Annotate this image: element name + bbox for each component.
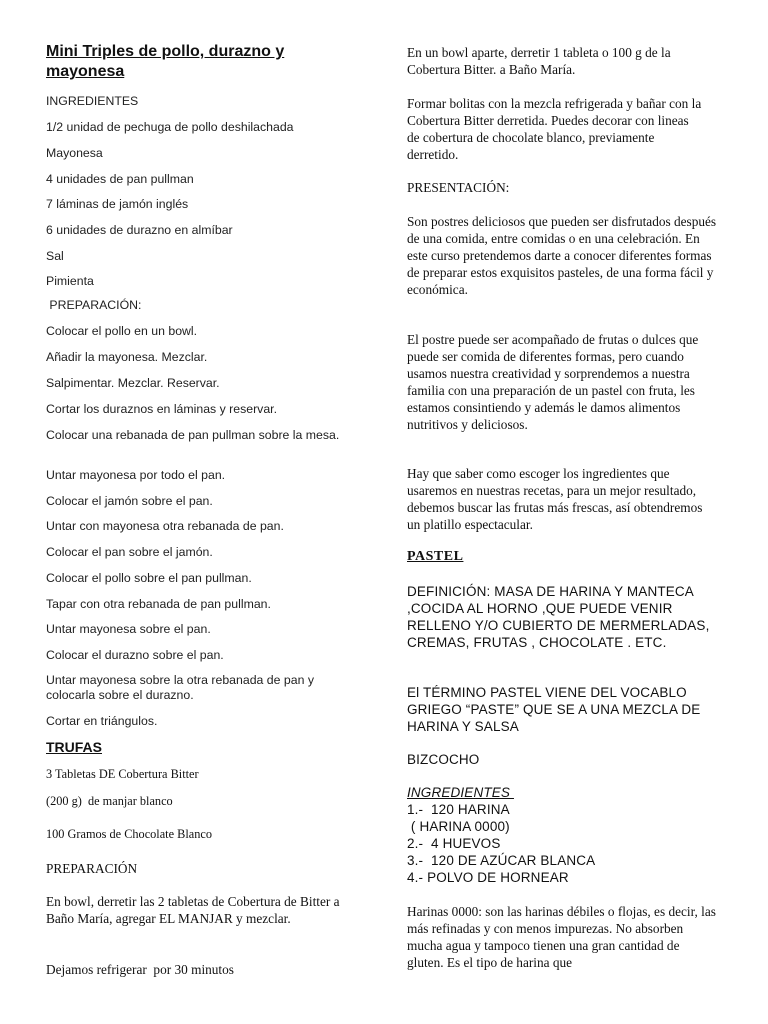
step-item: Untar mayonesa sobre el pan.: [46, 622, 211, 636]
ingredient-item: 6 unidades de durazno en almíbar: [46, 223, 233, 237]
step-item: Colocar el pollo sobre el pan pullman.: [46, 571, 252, 585]
presentation-heading: PRESENTACIÓN:: [407, 180, 510, 195]
termino-text: El TÉRMINO PASTEL VIENE DEL VOCABLO GRIEGO “PASTE” QUE SE A UNA MEZCLA DE HARINA Y SALSA: [407, 685, 701, 734]
pastel-heading: PASTEL: [407, 549, 464, 564]
step-item: Colocar una rebanada de pan pullman sobre la mesa.: [46, 428, 340, 442]
paragraph: Son postres deliciosos que pueden ser disfrutados después de una comida, entre comidas o en una celebración. En este curso pretendemos darte a conocer diferentes formas de preparar estos exquisitos pasteles, de una forma fácil y económica.: [407, 214, 717, 297]
trufas-ingredient: 100 Gramos de Chocolate Blanco: [46, 827, 212, 841]
step-item: Cortar en triángulos.: [46, 714, 158, 728]
paragraph: Hay que saber como escoger los ingredientes que usaremos en nuestras recetas, para un mejor resultado, debemos buscar las frutas más frescas, así obtendremos un platillo espectacular.: [407, 466, 703, 532]
ingredient-item: 4 unidades de pan pullman: [46, 172, 194, 186]
step-item: Untar con mayonesa otra rebanada de pan.: [46, 519, 284, 533]
step-item: Colocar el pan sobre el jamón.: [46, 545, 213, 559]
paragraph: Formar bolitas con la mezcla refrigerada y bañar con la Cobertura Bitter derretida. Puedes decorar con lineas de cobertura de chocolate blanco, previamente derretido.: [407, 96, 702, 162]
ingredient-item: Mayonesa: [46, 146, 103, 160]
step-item: Añadir la mayonesa. Mezclar.: [46, 350, 208, 364]
ingredientes-heading: INGREDIENTES: [407, 785, 514, 800]
trufas-heading: TRUFAS: [46, 739, 102, 755]
step-item: Colocar el durazno sobre el pan.: [46, 648, 224, 662]
ingredient-item: 4.- POLVO DE HORNEAR: [407, 870, 569, 885]
ingredient-item: Pimienta: [46, 274, 94, 288]
preparation-heading: PREPARACIÓN:: [46, 298, 142, 312]
trufas-step: Dejamos refrigerar por 30 minutos: [46, 962, 234, 977]
ingredient-item: 7 láminas de jamón inglés: [46, 197, 189, 211]
step-item: Colocar el pollo en un bowl.: [46, 324, 198, 338]
ingredient-item: ( HARINA 0000): [407, 819, 510, 834]
trufas-ingredient: 3 Tabletas DE Cobertura Bitter: [46, 767, 199, 781]
step-item: Cortar los duraznos en láminas y reservar.: [46, 402, 278, 416]
definicion-text: DEFINICIÓN: MASA DE HARINA Y MANTECA ,COCIDA AL HORNO ,QUE PUEDE VENIR RELLENO Y/O CUBIERTO DE MERMERLADAS, CREMAS, FRUTAS , CHOCOLATE . ETC.: [407, 584, 710, 650]
step-item: Tapar con otra rebanada de pan pullman.: [46, 597, 271, 611]
paragraph: En un bowl aparte, derretir 1 tableta o 100 g de la Cobertura Bitter. a Baño María.: [407, 45, 671, 77]
step-item: Salpimentar. Mezclar. Reservar.: [46, 376, 220, 390]
trufas-ingredient: (200 g) de manjar blanco: [46, 794, 173, 808]
ingredient-item: Sal: [46, 249, 64, 263]
ingredient-item: 1/2 unidad de pechuga de pollo deshilachada: [46, 120, 294, 134]
harinas-paragraph: Harinas 0000: son las harinas débiles o flojas, es decir, las más refinadas y con menos impurezas. No absorben mucha agua y tampoco tienen una gran cantidad de gluten. Es el tipo de harina que: [407, 904, 716, 970]
bizcocho-heading: BIZCOCHO: [407, 752, 480, 767]
paragraph: El postre puede ser acompañado de frutas o dulces que puede ser comida de diferentes formas, pero cuando usamos nuestra creatividad y sorprendemos a nuestra familia con una preparación de un pastel con fruta, les estamos consintiendo y además le damos alimentos nutritivos y deliciosos.: [407, 332, 699, 432]
step-item: Untar mayonesa por todo el pan.: [46, 468, 226, 482]
trufas-step: En bowl, derretir las 2 tabletas de Cobertura de Bitter a Baño María, agregar EL MANJAR y mezclar.: [46, 894, 340, 926]
step-item: Colocar el jamón sobre el pan.: [46, 494, 213, 508]
trufas-preparation-heading: PREPARACIÓN: [46, 861, 138, 876]
step-item: Untar mayonesa sobre la otra rebanada de pan y colocarla sobre el durazno.: [46, 673, 314, 702]
ingredients-heading: INGREDIENTES: [46, 94, 139, 108]
ingredient-item: 1.- 120 HARINA: [407, 802, 510, 817]
recipe-title: Mini Triples de pollo, durazno y mayonesa: [46, 43, 285, 80]
ingredient-item: 3.- 120 DE AZÚCAR BLANCA: [407, 853, 596, 868]
ingredient-item: 2.- 4 HUEVOS: [407, 836, 501, 851]
